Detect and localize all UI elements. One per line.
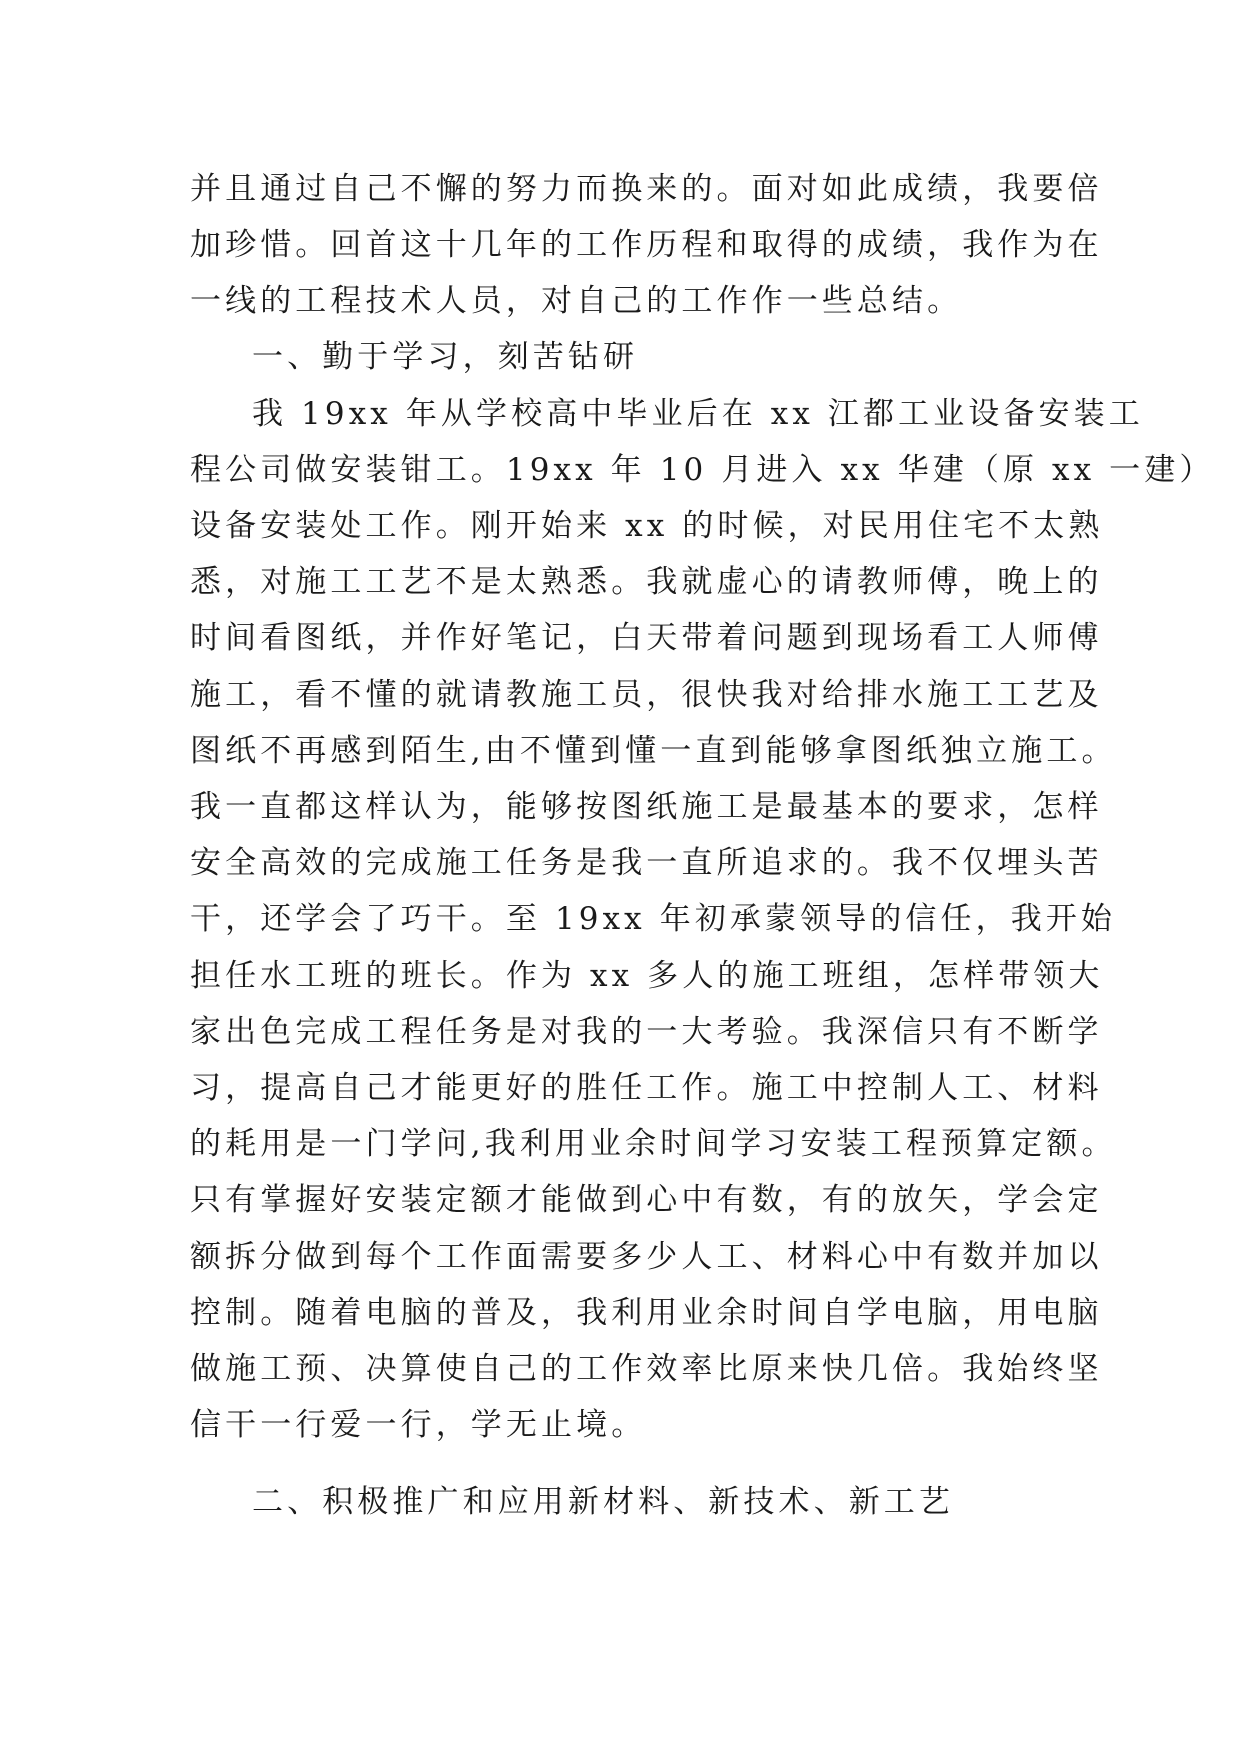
paragraph-line: 设备安装处工作。刚开始来 xx 的时候，对民用住宅不太熟 bbox=[190, 508, 1104, 544]
paragraph-line: 安全高效的完成施工任务是我一直所追求的。我不仅埋头苦 bbox=[190, 845, 1103, 881]
paragraph-line: 并且通过自己不懈的努力而换来的。面对如此成绩，我要倍 bbox=[190, 171, 1103, 207]
paragraph-line: 悉，对施工工艺不是太熟悉。我就虚心的请教师傅，晚上的 bbox=[190, 564, 1103, 600]
paragraph-line: 额拆分做到每个工作面需要多少人工、材料心中有数并加以 bbox=[190, 1239, 1103, 1275]
paragraph-line: 控制。随着电脑的普及，我利用业余时间自学电脑，用电脑 bbox=[190, 1295, 1103, 1331]
paragraph-line: 做施工预、决算使自己的工作效率比原来快几倍。我始终坚 bbox=[190, 1351, 1103, 1387]
paragraph-line: 一线的工程技术人员，对自己的工作作一些总结。 bbox=[190, 283, 963, 319]
paragraph-line: 干，还学会了巧干。至 19xx 年初承蒙领导的信任，我开始 bbox=[190, 901, 1117, 937]
section-heading-1: 一、勤于学习，刻苦钻研 bbox=[252, 339, 639, 375]
paragraph-line: 图纸不再感到陌生,由不懂到懂一直到能够拿图纸独立施工。 bbox=[190, 733, 1117, 769]
paragraph-line: 信干一行爱一行，学无止境。 bbox=[190, 1407, 647, 1443]
paragraph-line: 时间看图纸，并作好笔记，白天带着问题到现场看工人师傅 bbox=[190, 620, 1103, 656]
paragraph-line: 家出色完成工程任务是对我的一大考验。我深信只有不断学 bbox=[190, 1014, 1103, 1050]
section-heading-2: 二、积极推广和应用新材料、新技术、新工艺 bbox=[252, 1484, 954, 1520]
paragraph-line: 我一直都这样认为，能够按图纸施工是最基本的要求，怎样 bbox=[190, 789, 1103, 825]
paragraph-line: 担任水工班的班长。作为 xx 多人的施工班组，怎样带领大 bbox=[190, 958, 1104, 994]
paragraph-line: 我 19xx 年从学校高中毕业后在 xx 江都工业设备安装工 bbox=[252, 396, 1144, 432]
paragraph-line: 程公司做安装钳工。19xx 年 10 月进入 xx 华建（原 xx 一建） bbox=[190, 452, 1215, 488]
paragraph-line: 的耗用是一门学问,我利用业余时间学习安装工程预算定额。 bbox=[190, 1126, 1117, 1162]
paragraph-line: 加珍惜。回首这十几年的工作历程和取得的成绩，我作为在 bbox=[190, 227, 1103, 263]
paragraph-line: 施工，看不懂的就请教施工员，很快我对给排水施工工艺及 bbox=[190, 677, 1103, 713]
paragraph-line: 只有掌握好安装定额才能做到心中有数，有的放矢，学会定 bbox=[190, 1182, 1103, 1218]
paragraph-line: 习，提高自己才能更好的胜任工作。施工中控制人工、材料 bbox=[190, 1070, 1103, 1106]
